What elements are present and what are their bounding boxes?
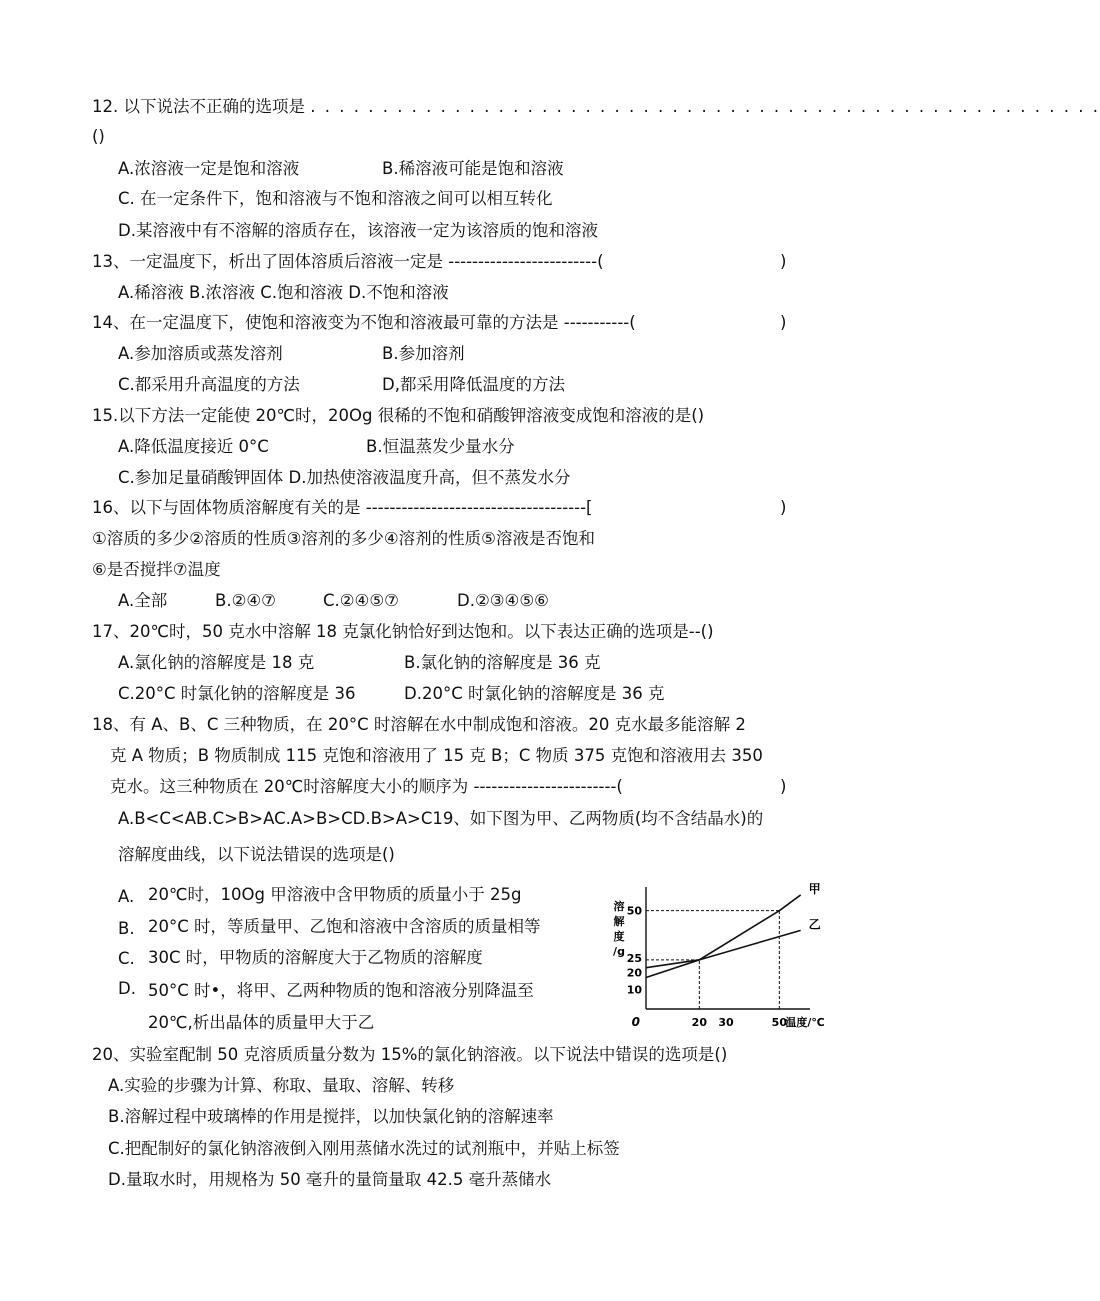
chart-y-axis-label-part: 解 <box>613 915 625 928</box>
chart-series-line <box>646 930 801 967</box>
chart-y-axis-label <box>613 899 625 958</box>
q17-option-a: A.氯化钠的溶解度是 18 克 <box>118 653 315 672</box>
q15-option-b: B.恒温蒸发少量水分 <box>366 437 515 456</box>
solubility-chart <box>600 881 825 1034</box>
q12-paren: () <box>92 127 105 146</box>
chart-x-tick-label: 20 <box>691 1016 707 1029</box>
q16-option-d: D.②③④⑤⑥ <box>457 591 549 610</box>
q16-option-b: B.②④⑦ <box>215 591 276 610</box>
q13-close-paren: ) <box>780 252 787 271</box>
q14-stem: 14、在一定温度下，使饱和溶液变为不饱和溶液最可靠的方法是 -----------( <box>92 313 636 332</box>
chart-y-tick-label: 20 <box>626 966 642 980</box>
chart-legend-label: 甲 <box>808 881 821 896</box>
q12-option-d: D.某溶液中有不溶解的溶质存在，该溶液一定为该溶质的饱和溶液 <box>118 221 598 240</box>
q14-option-c: C.都采用升高温度的方法 <box>118 375 300 394</box>
q18-line3: 克水。这三种物质在 20℃时溶解度大小的顺序为 ------------------------( <box>110 777 623 796</box>
q12-stem: 12. 以下说法不正确的选项是 <box>92 97 305 116</box>
q14-option-b: B.参加溶剂 <box>382 344 465 363</box>
chart-x-tick-label: 30 <box>718 1016 734 1029</box>
q14-close-paren: ) <box>780 313 787 332</box>
q20-option-b: B.溶解过程中玻璃棒的作用是搅拌，以加快氯化钠的溶解速率 <box>108 1107 554 1126</box>
chart-y-axis-label-part: /g <box>613 945 625 958</box>
q15-option-a: A.降低温度接近 0°C <box>118 437 269 456</box>
q17-stem: 17、20℃时，50 克水中溶解 18 克氯化钠恰好到达饱和。以下表达正确的选项是--() <box>92 622 714 641</box>
q20-option-c: C.把配制好的氯化钠溶液倒入刚用蒸储水洗过的试剂瓶中，并贴上标签 <box>108 1139 620 1158</box>
q12-stem-line <box>92 96 1100 118</box>
q18-close-paren: ) <box>780 777 787 796</box>
q12-option-b: B.稀溶液可能是饱和溶液 <box>382 159 564 178</box>
chart-y-axis-label-part: 溶 <box>613 900 625 913</box>
q16-close-paren: ) <box>780 498 787 517</box>
q12-leader-dots: . . . . . . . . . . . . . . . . . . . . . . . . . . . . . . . . . . . . . . . . . . . . . . . . . . . . . . . <box>310 97 1100 116</box>
chart-x-tick-label: 50 <box>771 1016 787 1029</box>
q15-stem: 15.以下方法一定能使 20℃时，20Og 很稀的不饱和硝酸钾溶液变成饱和溶液的是() <box>92 406 705 425</box>
q17-option-b: B.氯化钠的溶解度是 36 克 <box>404 653 601 672</box>
q13-options: A.稀溶液 B.浓溶液 C.饱和溶液 D.不饱和溶液 <box>118 283 449 302</box>
chart-guides <box>646 911 779 1009</box>
chart-series <box>646 882 821 978</box>
chart-origin-label: 0 <box>631 1015 640 1029</box>
chart-y-tick-label: 25 <box>626 951 642 965</box>
q20-option-a: A.实验的步骤为计算、称取、量取、溶解、转移 <box>108 1076 455 1095</box>
q16-option-c: C.②④⑤⑦ <box>323 591 399 610</box>
q16-factors-line1: ①溶质的多少②溶质的性质③溶剂的多少④溶剂的性质⑤溶液是否饱和 <box>92 529 595 548</box>
q19-option-b: 20°C 时，等质量甲、乙饱和溶液中含溶质的质量相等 <box>148 917 541 936</box>
q18-line2: 克 A 物质；B 物质制成 115 克饱和溶液用了 15 克 B；C 物质 375 克饱和溶液用去 350 <box>110 746 763 765</box>
q15-options-cd: C.参加足量硝酸钾固体 D.加热使溶液温度升高，但不蒸发水分 <box>118 468 571 487</box>
q14-option-d: D,都采用降低温度的方法 <box>382 375 565 394</box>
q16-factors-line2: ⑥是否搅拌⑦温度 <box>92 560 221 579</box>
q19-option-a: 20℃时，10Og 甲溶液中含甲物质的质量小于 25g <box>148 885 522 904</box>
q20-option-d: D.量取水时，用规格为 50 毫升的量筒量取 42.5 毫升蒸储水 <box>108 1170 552 1189</box>
q19-option-c: 30C 时，甲物质的溶解度大于乙物质的溶解度 <box>148 948 483 967</box>
q19-option-d: 50°C 时•，将甲、乙两种物质的饱和溶液分别降温至 <box>148 981 534 1000</box>
q19-option-d-continued: 20℃,析出晶体的质量甲大于乙 <box>148 1013 375 1032</box>
q12-option-a: A.浓溶液一定是饱和溶液 <box>118 159 300 178</box>
q20-stem: 20、实验室配制 50 克溶质质量分数为 15%的氯化钠溶液。以下说法中错误的选项是() <box>92 1045 728 1064</box>
q19-stem: 溶解度曲线，以下说法错误的选项是() <box>118 845 395 864</box>
chart-legend-label: 乙 <box>808 917 821 932</box>
q19-option-b-letter: B. <box>118 919 135 938</box>
chart-y-axis-label-part: 度 <box>613 930 625 943</box>
q19-option-d-letter: D. <box>118 979 136 998</box>
q13-stem: 13、一定温度下，析出了固体溶质后溶液一定是 -------------------------( <box>92 252 604 271</box>
q18-options-and-q19-stem: A.B<C<AB.C>B>AC.A>B>CD.B>A>C19、如下图为甲、乙两物质(均不含结晶水)的 <box>118 809 764 828</box>
q16-option-a: A.全部 <box>118 591 168 610</box>
chart-series-line <box>646 895 801 978</box>
chart-y-tick-label: 10 <box>626 983 642 997</box>
q12-option-c: C. 在一定条件下，饱和溶液与不饱和溶液之间可以相互转化 <box>118 189 553 208</box>
chart-x-axis-label: 温度/℃ <box>785 1016 825 1029</box>
q16-stem: 16、以下与固体物质溶解度有关的是 -------------------------------------[ <box>92 498 593 517</box>
q18-line1: 18、有 A、B、C 三种物质，在 20°C 时溶解在水中制成饱和溶液。20 克水最多能溶解 2 <box>92 715 746 734</box>
chart-y-tick-label: 50 <box>626 904 642 918</box>
q19-option-c-letter: C. <box>118 949 135 968</box>
q17-option-d: D.20°C 时氯化钠的溶解度是 36 克 <box>404 684 665 703</box>
q17-option-c: C.20°C 时氯化钠的溶解度是 36 <box>118 684 356 703</box>
q19-option-a-letter: A. <box>118 887 135 906</box>
q14-option-a: A.参加溶质或蒸发溶剂 <box>118 344 283 363</box>
